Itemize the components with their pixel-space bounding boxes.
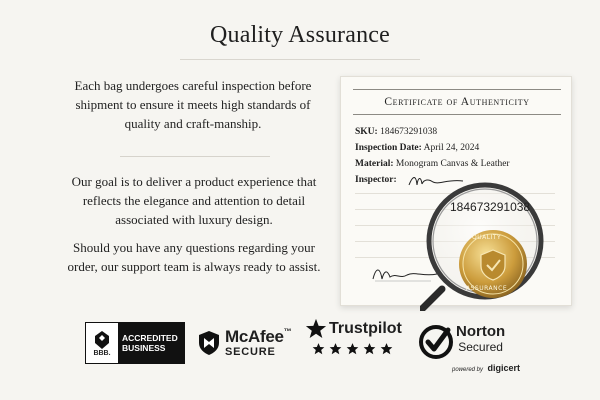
- sku-value: 184673291038: [380, 127, 438, 137]
- date-label: Inspection Date:: [355, 143, 422, 153]
- magnified-sku: 184673291038: [450, 200, 531, 214]
- trustpilot-star-icon: [305, 318, 327, 340]
- rating-star-icon: [328, 342, 343, 356]
- rating-star-icon: [311, 342, 326, 356]
- certificate-title-frame: [353, 89, 561, 115]
- mcafee-tm: ™: [283, 327, 292, 336]
- mcafee-secure: SECURE: [225, 346, 276, 358]
- bbb-business: BUSINESS: [122, 343, 166, 353]
- date-value: April 24, 2024: [423, 143, 480, 153]
- bbb-logo: [86, 323, 118, 363]
- rating-star-icon: [345, 342, 360, 356]
- inspection-paragraph: Each bag undergoes careful inspection before shipment to ensure it meets high standards of quality and craft-manship.: [74, 78, 312, 131]
- material-value: Monogram Canvas & Leather: [395, 159, 510, 169]
- rating-star-icon: [379, 342, 394, 356]
- seal-bottom-text: ASSURANCE: [466, 285, 508, 292]
- trustpilot-stars: [311, 342, 410, 356]
- material-row: [355, 159, 510, 169]
- support-paragraph: Should you have any questions regarding your order, our support team is always ready to assist.: [67, 240, 321, 274]
- goal-paragraph: Our goal is to deliver a product experience that reflects the elegance and attention to detail associated with luxury design.: [71, 174, 317, 227]
- inspector-label: Inspector:: [355, 175, 397, 185]
- norton-check-icon: [418, 324, 454, 360]
- inspector-row: [355, 175, 397, 185]
- title-divider: [180, 59, 420, 60]
- bbb-logo-text: BBB.: [93, 349, 111, 357]
- mcafee-name: McAfee: [225, 327, 284, 346]
- seal-top-text: QUALITY: [472, 234, 502, 241]
- norton-secured: Secured: [458, 340, 503, 354]
- bbb-torch-icon: [93, 330, 111, 350]
- norton-badge[interactable]: [418, 322, 528, 373]
- norton-name: Norton: [456, 323, 506, 340]
- sku-row: [355, 127, 437, 137]
- trustpilot-badge[interactable]: [305, 318, 410, 364]
- bbb-badge[interactable]: [85, 322, 185, 364]
- rating-star-icon: [362, 342, 377, 356]
- trustpilot-name: Trustpilot: [329, 320, 402, 337]
- material-label: Material:: [355, 159, 394, 169]
- norton-digicert: digicert: [487, 363, 520, 373]
- mcafee-shield-icon: [198, 330, 220, 356]
- mcafee-badge[interactable]: [198, 322, 298, 364]
- page-title: Quality Assurance: [209, 22, 391, 48]
- certificate-title: Certificate of Authenticity: [384, 96, 530, 108]
- norton-powered-by: powered by: [452, 367, 484, 373]
- bbb-accredited: ACCREDITED: [122, 333, 178, 343]
- sku-label: SKU:: [355, 127, 378, 137]
- paragraph-divider: [120, 156, 270, 157]
- date-row: [355, 143, 479, 153]
